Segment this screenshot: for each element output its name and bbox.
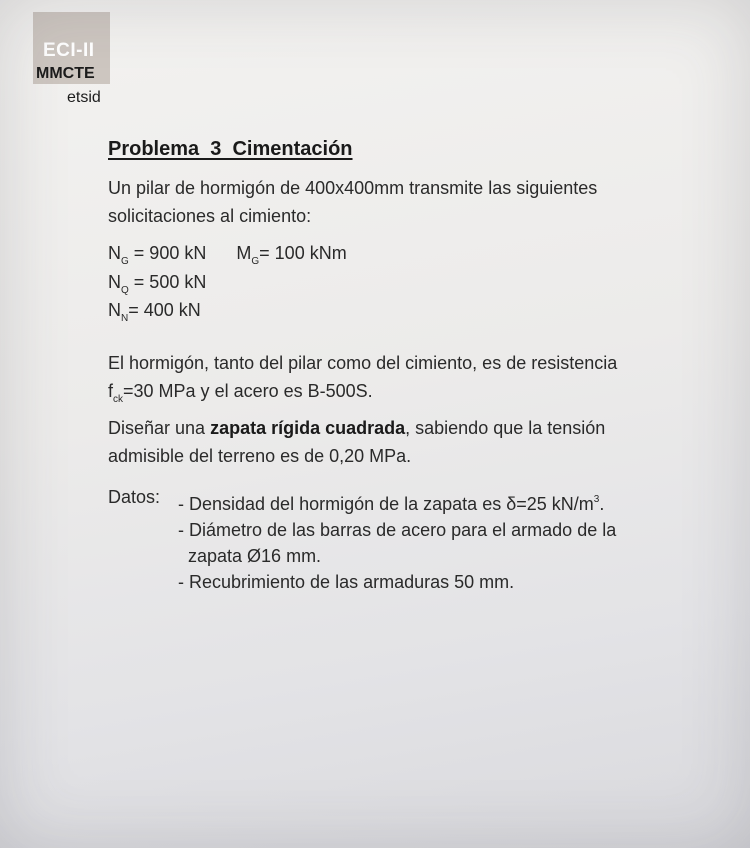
problem-title: Problema 3 Cimentación xyxy=(108,138,353,160)
load-line-nq xyxy=(108,272,206,296)
load-ng-symbol: N xyxy=(108,243,121,263)
density-period: . xyxy=(599,494,605,514)
datos-list xyxy=(178,487,698,595)
design-emphasis: zapata rígida cuadrada xyxy=(210,418,406,438)
datos-item-density xyxy=(178,487,698,517)
density-text: - Densidad del hormigón de la zapata es xyxy=(178,494,507,514)
density-value: =25 kN/m xyxy=(516,494,594,514)
materials-line-4: admisible del terreno es de 0,20 MPa. xyxy=(108,446,412,466)
logo-course-code: ECI-II xyxy=(43,40,95,61)
load-nn-symbol: N xyxy=(108,300,121,320)
load-nn-value: = 400 kN xyxy=(128,300,201,320)
datos-label: Datos: xyxy=(108,487,161,507)
datos-item-diameter-1: - Diámetro de las barras de acero para el armado de la xyxy=(178,520,617,540)
load-mg-symbol: M xyxy=(236,243,252,263)
load-line-nn xyxy=(108,300,201,324)
density-exponent: 3 xyxy=(593,494,600,505)
datos-item-cover: - Recubrimiento de las armaduras 50 mm. xyxy=(178,572,515,592)
design-post: , sabiendo que la tensión xyxy=(405,418,606,438)
delta-symbol: δ xyxy=(506,494,517,514)
load-mg-subscript: G xyxy=(251,256,260,267)
load-mg-value: = 100 kNm xyxy=(259,243,347,263)
materials-line-2 xyxy=(108,377,718,414)
intro-line-1: Un pilar de hormigón de 400x400mm transmite las siguientes xyxy=(108,178,598,198)
datos-item-diameter-2: zapata Ø16 mm. xyxy=(188,546,322,566)
fck-value: =30 MPa y el acero es B-500S. xyxy=(123,381,373,401)
load-nq-symbol: N xyxy=(108,272,121,292)
load-ng-value: = 900 kN xyxy=(133,243,207,263)
load-nq-value: = 500 kN xyxy=(133,272,207,292)
materials-line-3 xyxy=(108,414,718,442)
materials-paragraph xyxy=(108,349,718,470)
fck-symbol: f xyxy=(108,381,114,401)
logo-department: MMCTE xyxy=(36,65,95,82)
logo-school: etsid xyxy=(67,89,101,106)
load-line-ng-mg xyxy=(108,243,347,267)
load-nq-subscript: Q xyxy=(121,285,129,296)
fck-subscript: ck xyxy=(113,394,124,405)
intro-line-2: solicitaciones al cimiento: xyxy=(108,206,312,226)
intro-paragraph xyxy=(108,174,708,230)
load-ng-subscript: G xyxy=(121,256,129,267)
design-pre: Diseñar una xyxy=(108,418,211,438)
materials-line-1: El hormigón, tanto del pilar como del cimiento, es de resistencia xyxy=(108,353,618,373)
load-nn-subscript: N xyxy=(121,313,129,324)
